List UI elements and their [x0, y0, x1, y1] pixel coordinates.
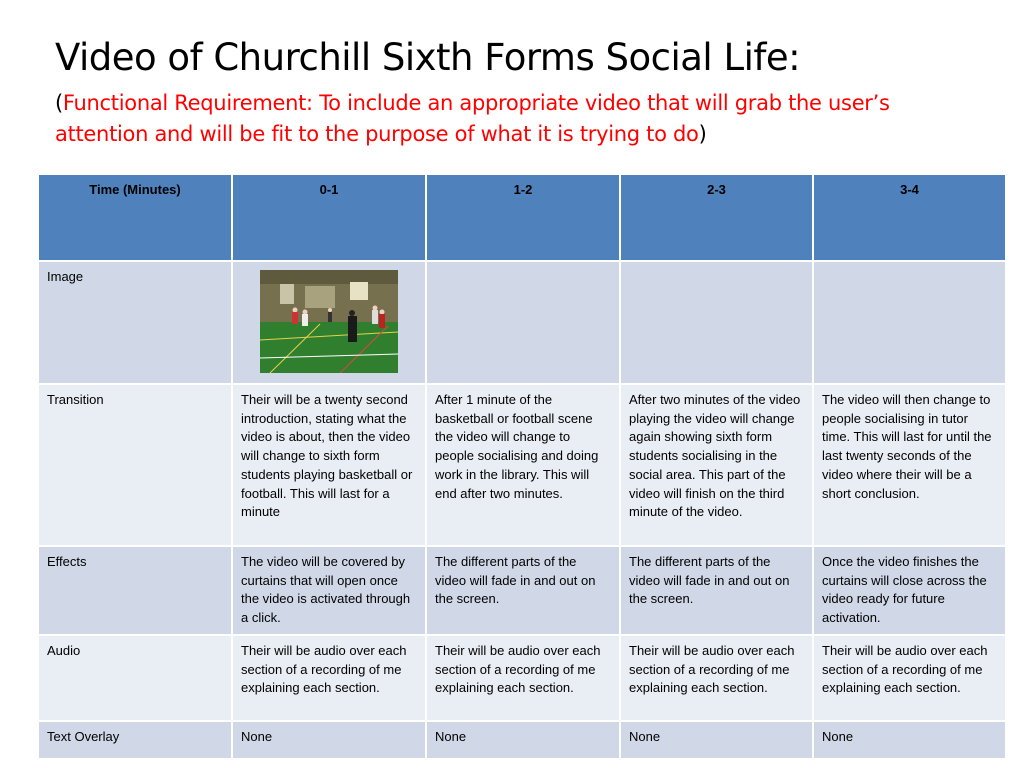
subtitle-close-paren: ) — [698, 122, 707, 146]
table-row-image — [38, 261, 1006, 384]
table-header-row — [38, 174, 1006, 261]
row-label-text-overlay: Text Overlay — [38, 721, 232, 759]
table-cell: Their will be audio over each section of a recording of me explaining each section. — [426, 635, 620, 721]
header-time: Time (Minutes) — [38, 174, 232, 261]
header-2-3: 2-3 — [620, 174, 813, 261]
table-cell: None — [813, 721, 1006, 759]
slide-subtitle — [55, 88, 985, 150]
table-cell: The video will then change to people socialising in tutor time. This will last for until the last twenty seconds of the video where their will be a short conclusion. — [813, 384, 1006, 546]
table-cell: Once the video finishes the curtains will close across the video ready for future activation. — [813, 546, 1006, 635]
image-cell-0-1 — [232, 261, 426, 384]
basketball-scene-image — [260, 270, 398, 373]
table-cell: The different parts of the video will fade in and out on the screen. — [620, 546, 813, 635]
table-row-effects — [38, 546, 1006, 635]
table-cell: After 1 minute of the basketball or football scene the video will change to people socialising and doing work in the library. This will end after two minutes. — [426, 384, 620, 546]
row-label-image: Image — [38, 261, 232, 384]
row-label-effects: Effects — [38, 546, 232, 635]
functional-requirement-text: Functional Requirement: To include an appropriate video that will grab the user’s attention and will be fit to the purpose of what it is trying to do — [55, 91, 890, 146]
table-cell: Their will be audio over each section of a recording of me explaining each section. — [813, 635, 1006, 721]
storyboard-table — [37, 173, 1007, 760]
table-row-transition — [38, 384, 1006, 546]
row-label-transition: Transition — [38, 384, 232, 546]
table-cell: After two minutes of the video playing the video will change again showing sixth form students socialising in the social area. This part of the video will finish on the third minute of the video. — [620, 384, 813, 546]
table-cell: Their will be audio over each section of a recording of me explaining each section. — [232, 635, 426, 721]
image-cell-2-3 — [620, 261, 813, 384]
table-cell: Their will be a twenty second introduction, stating what the video is about, then the video will change to sixth form students playing basketball or football. This will last for a minute — [232, 384, 426, 546]
header-0-1: 0-1 — [232, 174, 426, 261]
table-cell: None — [232, 721, 426, 759]
table-cell: The different parts of the video will fade in and out on the screen. — [426, 546, 620, 635]
table-cell: None — [426, 721, 620, 759]
subtitle-open-paren: ( — [55, 91, 63, 115]
table-cell: Their will be audio over each section of a recording of me explaining each section. — [620, 635, 813, 721]
table-cell: None — [620, 721, 813, 759]
basketball-scene-icon — [260, 270, 398, 373]
slide-title: Video of Churchill Sixth Forms Social Life: — [55, 36, 801, 79]
image-cell-1-2 — [426, 261, 620, 384]
header-1-2: 1-2 — [426, 174, 620, 261]
table-row-text-overlay — [38, 721, 1006, 759]
image-cell-3-4 — [813, 261, 1006, 384]
table-row-audio — [38, 635, 1006, 721]
header-3-4: 3-4 — [813, 174, 1006, 261]
table-cell: The video will be covered by curtains that will open once the video is activated through a click. — [232, 546, 426, 635]
row-label-audio: Audio — [38, 635, 232, 721]
